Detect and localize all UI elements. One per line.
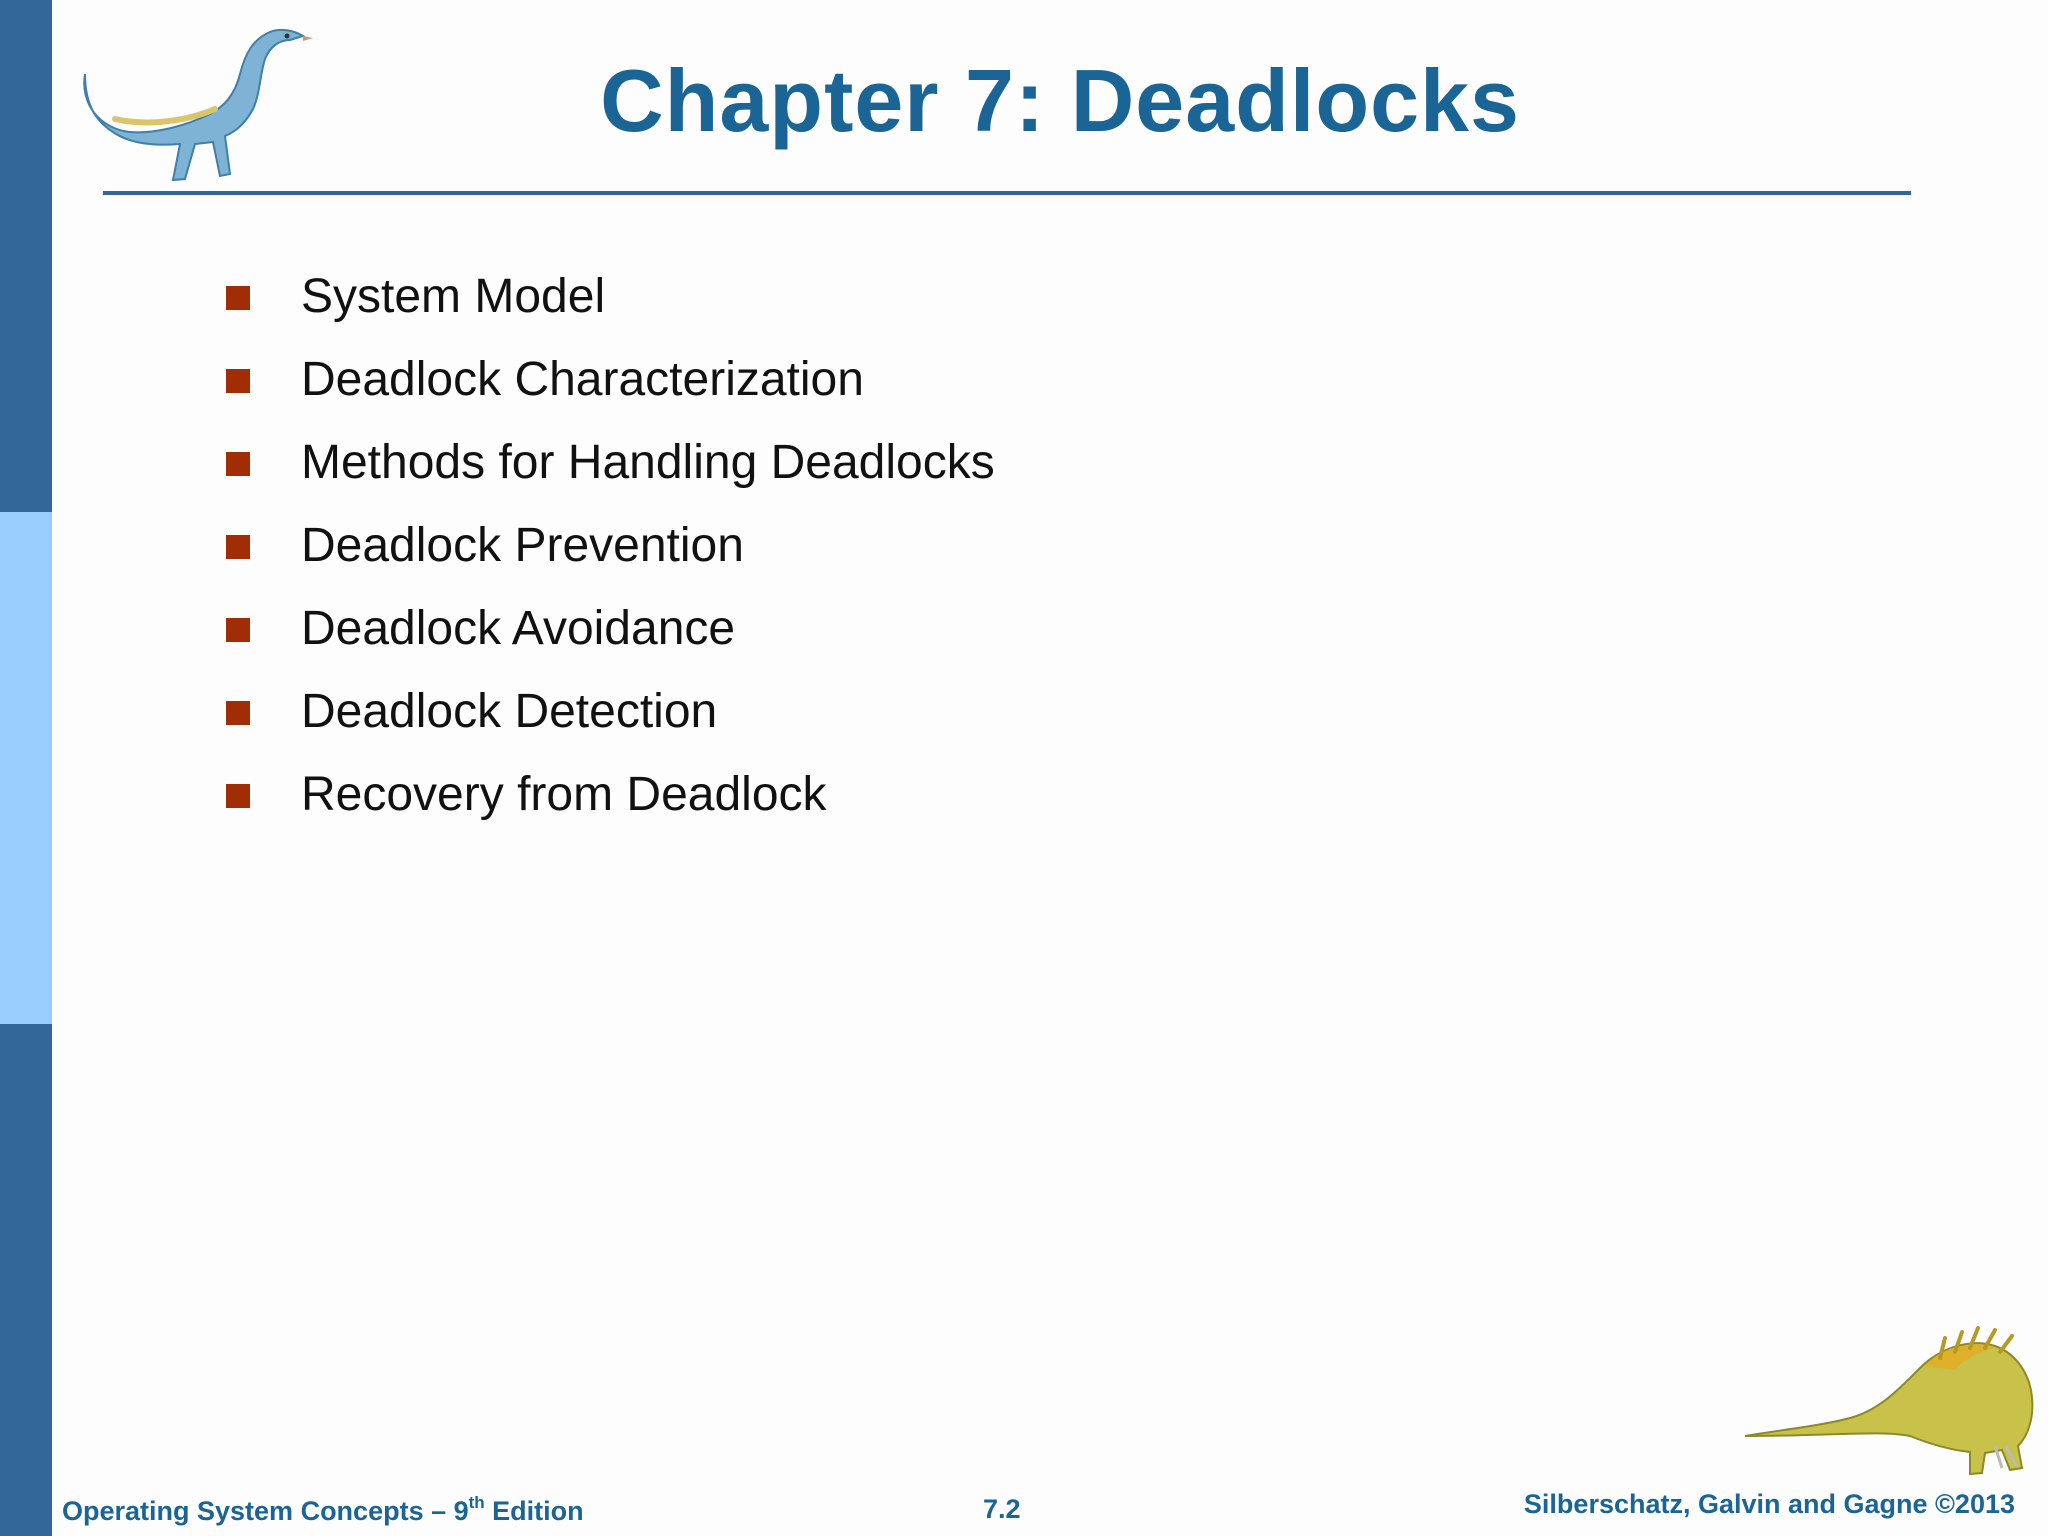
bullet-text: Recovery from Deadlock: [301, 768, 827, 821]
footer-superscript: th: [468, 1493, 485, 1512]
page-number: 7.2: [983, 1494, 1021, 1524]
footer-copyright: Silberschatz, Galvin and Gagne ©2013: [1523, 1489, 2015, 1519]
footer-book-title-suffix: Edition: [484, 1496, 584, 1526]
square-bullet-icon: [226, 286, 250, 310]
square-bullet-icon: [226, 784, 250, 808]
dinosaur-icon: [1740, 1318, 2040, 1478]
bullet-text: Deadlock Avoidance: [301, 602, 736, 655]
sidebar-bottom: [0, 1024, 52, 1536]
list-item: [226, 262, 995, 345]
square-bullet-icon: [226, 452, 250, 476]
footer-book-title-text: Operating System Concepts – 9: [62, 1496, 469, 1526]
footer-book-title: [62, 1495, 584, 1527]
sidebar-middle: [0, 512, 52, 1024]
bullet-text: Deadlock Prevention: [301, 519, 744, 572]
list-item: [226, 428, 995, 511]
sidebar-top: [0, 0, 52, 512]
page-title: Chapter 7: Deadlocks: [600, 51, 1520, 150]
title-divider: [103, 191, 1911, 195]
list-item: [226, 594, 995, 677]
square-bullet-icon: [226, 369, 250, 393]
square-bullet-icon: [226, 535, 250, 559]
bullet-list: [226, 262, 995, 843]
square-bullet-icon: [226, 618, 250, 642]
list-item: [226, 760, 995, 843]
list-item: [226, 677, 995, 760]
bullet-text: Deadlock Characterization: [301, 353, 864, 406]
list-item: [226, 345, 995, 428]
square-bullet-icon: [226, 701, 250, 725]
bullet-text: Deadlock Detection: [301, 685, 718, 738]
list-item: [226, 511, 995, 594]
bullet-text: Methods for Handling Deadlocks: [301, 436, 995, 489]
bullet-text: System Model: [301, 270, 606, 323]
